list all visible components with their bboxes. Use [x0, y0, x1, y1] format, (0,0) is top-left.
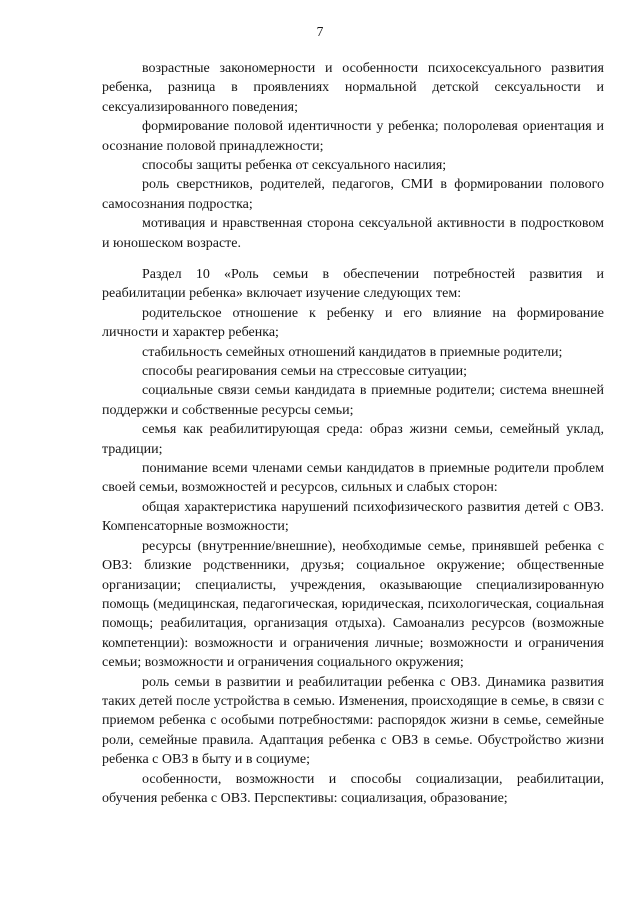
paragraph: ресурсы (внутренние/внешние), необходимые семье, принявшей ребенка с ОВЗ: близкие родственники, друзья; социальное окружение; общественные организации; специалисты, учреждения, оказывающие специализированную помощь (медицинская, педагогическая, юридическая, психологическая, социальная помощь; реабилитация, организация отдыха). Самоанализ ресурсов (возможные компетенции): возможности и ограничения личные; возможности и ограничения семьи; возможности и ограничения социального окружения;: [102, 538, 604, 671]
paragraph: формирование половой идентичности у ребенка; полоролевая ориентация и осознание половой принадлежности;: [102, 119, 604, 154]
paragraph: роль сверстников, родителей, педагогов, СМИ в формировании полового самосознания подростка;: [102, 177, 604, 212]
paragraph: мотивация и нравственная сторона сексуальной активности в подростковом и юношеском возрасте.: [102, 216, 604, 251]
paragraph: способы реагирования семьи на стрессовые ситуации;: [142, 364, 467, 380]
paragraph: родительское отношение к ребенку и его влияние на формирование личности и характер ребенка;: [102, 305, 604, 341]
paragraph: особенности, возможности и способы социализации, реабилитации, обучения ребенка с ОВЗ. Перспективы: социализация, образование;: [102, 771, 604, 806]
paragraph: роль семьи в развитии и реабилитации ребенка с ОВЗ. Динамика развития таких детей после устройства в семью. Изменения, происходящие в семье, в связи с приемом ребенка с особыми потребностями: распорядок жизни в семье, семейные роли, семейные правила. Адаптация ребенка с ОВЗ в семье. Обустройство жизни ребенка с ОВЗ в быту и в социуме;: [102, 674, 604, 768]
section-10-family-role: [102, 265, 604, 808]
paragraph: социальные связи семьи кандидата в приемные родители; система внешней поддержки и собственные ресурсы семьи;: [102, 383, 604, 418]
paragraph: семья как реабилитирующая среда: образ жизни семьи, семейный уклад, традиции;: [102, 422, 604, 457]
section-psychosexual-topics: [102, 59, 604, 253]
paragraph: стабильность семейных отношений кандидатов в приемные родители;: [142, 344, 563, 360]
section-heading-paragraph: Раздел 10 «Роль семьи в обеспечении потребностей развития и реабилитации ребенка» включает изучение следующих тем:: [102, 267, 604, 302]
paragraph: понимание всеми членами семьи кандидатов в приемные родители проблем своей семьи, возможностей и ресурсов, сильных и слабых сторон:: [102, 461, 604, 496]
paragraph: способы защиты ребенка от сексуального насилия;: [142, 158, 447, 174]
paragraph: возрастные закономерности и особенности психосексуального развития ребенка, разница в проявлениях нормальной детской сексуальности и сексуализированного поведения;: [102, 61, 604, 115]
page-number: 7: [316, 24, 324, 39]
paragraph: общая характеристика нарушений психофизического развития детей с ОВЗ. Компенсаторные возможности;: [102, 499, 604, 535]
